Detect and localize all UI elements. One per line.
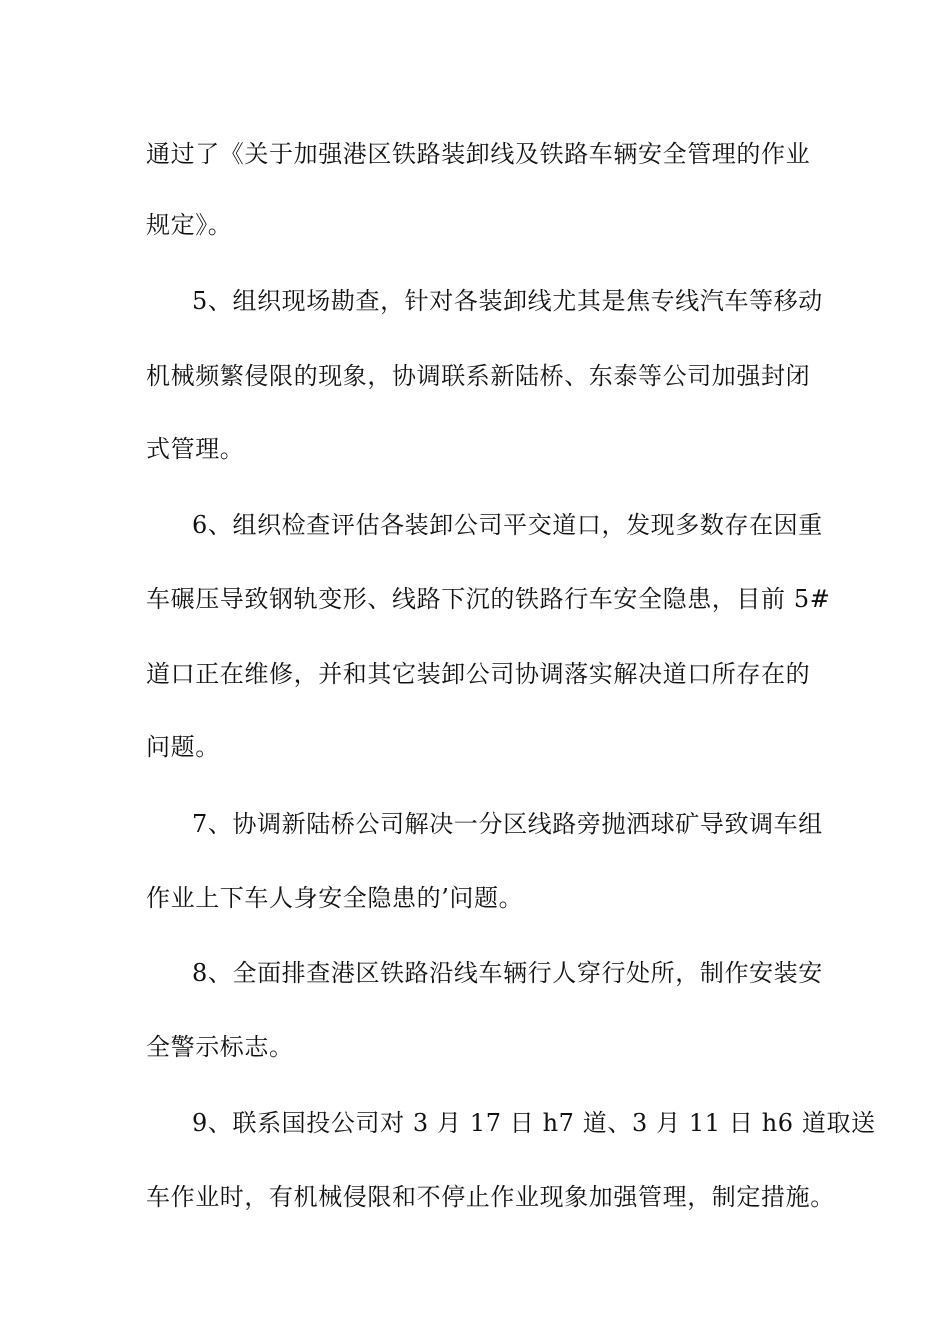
text-line: 通过了《关于加强港区铁路装卸线及铁路车辆安全管理的作业 bbox=[146, 140, 811, 168]
text-line: 全警示标志。 bbox=[146, 1033, 294, 1061]
text-line: 车作业时，有机械侵限和不停止作业现象加强管理，制定措施。 bbox=[146, 1183, 835, 1211]
text-line: 车碾压导致钢轨变形、线路下沉的铁路行车安全隐患，目前 5# bbox=[146, 585, 831, 613]
text-line: 机械频繁侵限的现象，协调联系新陆桥、东泰等公司加强封闭 bbox=[146, 362, 811, 390]
paragraph-6-start: 6、组织检查评估各装卸公司平交道口，发现多数存在因重 bbox=[192, 511, 823, 539]
paragraph-8-start: 8、全面排查港区铁路沿线车辆行人穿行处所，制作安装安 bbox=[192, 959, 823, 987]
paragraph-9-start: 9、联系国投公司对 3 月 17 日 h7 道、3 月 11 日 h6 道取送 bbox=[192, 1109, 876, 1137]
paragraph-7-start: 7、协调新陆桥公司解决一分区线路旁抛洒球矿导致调车组 bbox=[192, 810, 823, 838]
text-line: 作业上下车人身安全隐患的’问题。 bbox=[146, 884, 524, 912]
text-line: 规定》。 bbox=[146, 211, 233, 239]
text-line: 问题。 bbox=[146, 733, 220, 761]
text-line: 道口正在维修，并和其它装卸公司协调落实解决道口所存在的 bbox=[146, 660, 811, 688]
paragraph-5-start: 5、组织现场勘查，针对各装卸线尤其是焦专线汽车等移动 bbox=[192, 287, 823, 315]
text-line: 式管理。 bbox=[146, 435, 245, 463]
